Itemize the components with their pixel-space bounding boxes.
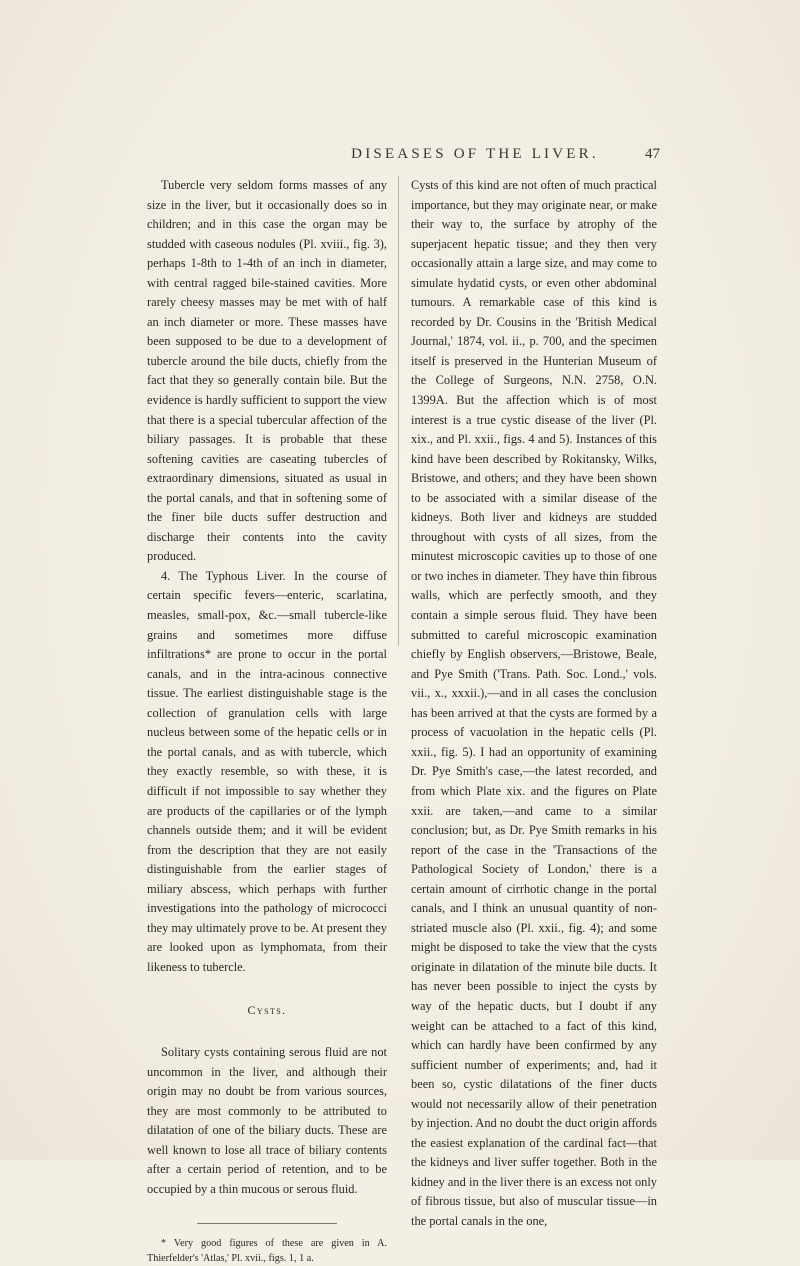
left-column bbox=[147, 176, 387, 1266]
paragraph-solitary-cysts: Solitary cysts containing serous fluid are not uncommon in the liver, and although their origin may no doubt be from various sources, they are most commonly to be attributed to dilatation of one of the biliary ducts. These are well known to lose all trace of biliary contents after a certain period of retention, and to be occupied by a thin mucous or serous fluid. bbox=[147, 1044, 387, 1196]
running-head-title: DISEASES OF THE LIVER. bbox=[351, 146, 599, 162]
right-column bbox=[411, 176, 657, 1232]
paragraph-tubercle: Tubercle very seldom forms masses of any size in the liver, but it occasionally does so in children; and in this case the organ may be studded with caseous nodules (Pl. xviii., fig. 3), perhaps 1-8th to 1-4th of an inch in diameter, with central ragged bile-stained cavities. More rarely cheesy masses may be met with of half an inch diameter or more. These masses have been supposed to be due to a development of tubercle around the bile ducts, chiefly from the fact that they so generally contain bile. But the evidence is hardly sufficient to support the view that there is a special tubercular affection of the biliary passages. It is probable that these softening cavities are caseating tubercles of extraordinary dimensions, situated as usual in the portal canals, and that in softening some of the finer bile ducts suffer destruction and discharge their contents into the cavity produced. bbox=[147, 178, 387, 564]
running-head bbox=[140, 146, 660, 166]
page-number: 47 bbox=[645, 146, 660, 162]
paragraph-cystic-disease: Cysts of this kind are not often of much practical importance, but they may originate near, or make their way to, the surface by atrophy of the superjacent hepatic tissue; and they then very occasionally attain a large size, and may come to simulate hydatid cysts, or even other abdominal tumours. A remarkable case of this kind is recorded by Dr. Cousins in the 'British Medical Journal,' 1874, vol. ii., p. 700, and the specimen itself is preserved in the Hunterian Museum of the College of Surgeons, N.N. 2758, O.N. 1399A. But the affection which is of most interest is a true cystic disease of the liver (Pl. xix., and Pl. xxii., figs. 4 and 5). Instances of this kind have been described by Rokitansky, Wilks, Bristowe, and others; and they have been shown to be associated with a similar disease of the kidneys. Both liver and kidneys are studded throughout with cysts of all sizes, from the minutest microscopic cavities up to those of one or two inches in diameter. They have thin fibrous walls, which are perfectly smooth, and they contain a simple serous fluid. They have been submitted to careful microscopic examination chiefly by English observers,—Bristowe, Beale, and Pye Smith ('Trans. Path. Soc. Lond.,' vols. vii., x., xxxii.),—and in all cases the conclusion has been arrived at that the cysts are formed by a process of vacuolation in the hepatic cells (Pl. xxii., fig. 5). I had an opportunity of examining Dr. Pye Smith's case,—the latest recorded, and from which Plate xix. and the figures on Plate xxii. are taken,—and came to a similar conclusion; but, as Dr. Pye Smith remarks in his report of the case in the 'Transactions of the Pathological Society of London,' there is a certain amount of cirrhotic change in the portal canals, and I think an unusual quantity of non-striated muscle also (Pl. xxii., fig. 4); and some might be disposed to take the view that the cysts originate in dilatation of the minute bile ducts. It has never been possible to inject the cysts by way of the hepatic ducts, but I doubt if any weight can be attached to a fact of this kind, which can hardly have been confirmed by any sufficient number of experiments; and, had it been so, cystic dilatations of the finer ducts would not necessarily allow of their penetration by injection. And no doubt the duct origin affords the easiest explanation of the cardinal fact—that the kidneys and liver suffer together. Both in the kidney and in the liver there is an excess not only of fibrous tissue, but also of muscular tissue—in the portal canals in the one, bbox=[411, 178, 657, 1228]
paragraph-typhous-liver: 4. The Typhous Liver. In the course of certain specific fevers—enteric, scarlatina, measles, small-pox, &c.—small tubercle-like grains and sometimes more diffuse infiltrations* are prone to occur in the portal canals, and in the intra-acinous connective tissue. The earliest distinguishable stage is the collection of granulation cells with large nucleus between some of the hepatic cells or in the portal canals, and as with tubercle, which they exactly resemble, so with these, it is difficult if not impossible to say whether they are products of the capillaries or of the lymph channels outside them; and it will be evident from the description that they are not easily distinguishable from the earlier stages of miliary abscess, which perhaps with further investigations into the pathology of micrococci they may ultimately prove to be. At present they are looked upon as lymphomata, from their likeness to tubercle. bbox=[147, 568, 387, 974]
column-divider bbox=[398, 176, 399, 646]
footnote-rule bbox=[197, 1223, 337, 1224]
footnote: * Very good figures of these are given in A. Thierfelder's 'Atlas,' Pl. xvii., figs. 1, 1 a. bbox=[147, 1238, 387, 1265]
section-heading-cysts: Cysts. bbox=[247, 1003, 287, 1018]
